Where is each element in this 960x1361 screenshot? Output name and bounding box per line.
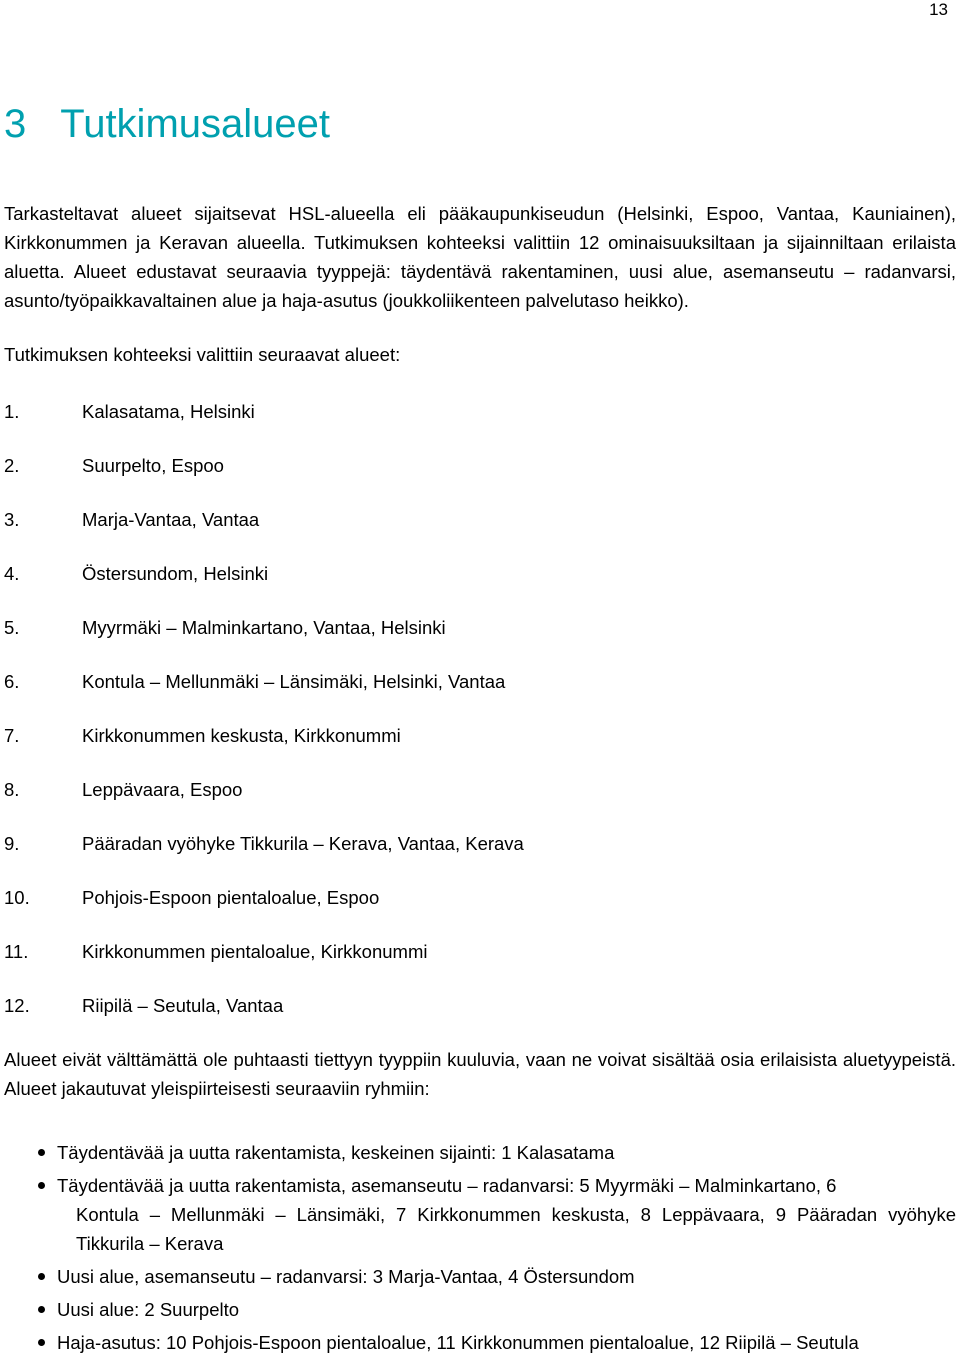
list-item-label: Pääradan vyöhyke Tikkurila – Kerava, Vantaa, Kerava xyxy=(82,833,524,854)
list-item-number: 5. xyxy=(4,617,20,638)
bullet-icon xyxy=(38,1306,45,1313)
list-item-number: 8. xyxy=(4,779,20,800)
list-item xyxy=(4,505,524,559)
list-item-number: 10. xyxy=(4,887,30,908)
group-item xyxy=(0,1328,960,1357)
group-item xyxy=(0,1262,960,1291)
list-item-number: 3. xyxy=(4,509,20,530)
group-item-text: Täydentävää ja uutta rakentamista, keskeinen sijainti: 1 Kalasatama xyxy=(57,1142,615,1163)
list-item xyxy=(4,613,524,667)
list-item-number: 7. xyxy=(4,725,20,746)
list-item xyxy=(4,991,524,1045)
group-item-text: Uusi alue: 2 Suurpelto xyxy=(57,1299,240,1320)
group-item-continuation: Kontula – Mellunmäki – Länsimäki, 7 Kirkkonummen keskusta, 8 Leppävaara, 9 Pääradan vyöhyke Tikkurila – Kerava xyxy=(76,1204,956,1254)
list-item-number: 11. xyxy=(4,941,29,962)
list-item xyxy=(4,397,524,451)
section-title: Tutkimusalueet xyxy=(60,102,330,146)
list-item-label: Myyrmäki – Malminkartano, Vantaa, Helsinki xyxy=(82,617,446,638)
list-item-number: 12. xyxy=(4,995,30,1016)
group-item xyxy=(0,1295,960,1324)
group-item xyxy=(0,1171,960,1258)
list-intro: Tutkimuksen kohteeksi valittiin seuraavat alueet: xyxy=(4,344,401,365)
list-item-number: 4. xyxy=(4,563,20,584)
list-item-label: Marja-Vantaa, Vantaa xyxy=(82,509,260,530)
list-item-number: 2. xyxy=(4,455,20,476)
section-number: 3 xyxy=(4,102,27,146)
list-item xyxy=(4,559,524,613)
summary-paragraph: Alueet eivät välttämättä ole puhtaasti tiettyyn tyyppiin kuuluvia, vaan ne voivat sisältää osia erilaisista aluetyypeistä. Alueet jakautuvat yleispiirteisesti seuraaviin ryhmiin: xyxy=(4,1049,956,1099)
group-item-text: Uusi alue, asemanseutu – radanvarsi: 3 Marja-Vantaa, 4 Östersundom xyxy=(57,1266,635,1287)
list-item-number: 9. xyxy=(4,833,20,854)
intro-paragraph: Tarkasteltavat alueet sijaitsevat HSL-alueella eli pääkaupunkiseudun (Helsinki, Espoo, Vantaa, Kauniainen), Kirkkonummen ja Keravan alueella. Tutkimuksen kohteeksi valittiin 12 ominaisuuksiltaan ja sijainniltaan erilaista aluetta. Alueet edustavat seuraavia tyyppejä: täydentävä rakentaminen, uusi alue, asemanseutu – radanvarsi, asunto/työpaikkavaltainen alue ja haja-asutus (joukkoliikenteen palvelutaso heikko). xyxy=(4,203,956,311)
group-item-text: Täydentävää ja uutta rakentamista, asemanseutu – radanvarsi: 5 Myyrmäki – Malminkartano, 6 xyxy=(57,1175,837,1196)
list-item-label: Pohjois-Espoon pientaloalue, Espoo xyxy=(82,887,380,908)
list-item xyxy=(4,937,524,991)
list-item-number: 1. xyxy=(4,401,20,422)
list-item-label: Östersundom, Helsinki xyxy=(82,563,269,584)
list-item-label: Kirkkonummen pientaloalue, Kirkkonummi xyxy=(82,941,428,962)
page-number: 13 xyxy=(929,0,948,19)
area-list xyxy=(4,397,524,1045)
list-item xyxy=(4,721,524,775)
list-item xyxy=(4,829,524,883)
list-item-label: Leppävaara, Espoo xyxy=(82,779,243,800)
list-item xyxy=(4,451,524,505)
bullet-icon xyxy=(38,1273,45,1280)
list-item-label: Kontula – Mellunmäki – Länsimäki, Helsinki, Vantaa xyxy=(82,671,506,692)
section-heading xyxy=(4,100,330,148)
list-item xyxy=(4,883,524,937)
list-item xyxy=(4,775,524,829)
group-item-text: Haja-asutus: 10 Pohjois-Espoon pientaloalue, 11 Kirkkonummen pientaloalue, 12 Riipilä – Seutula xyxy=(57,1332,859,1353)
list-item-label: Riipilä – Seutula, Vantaa xyxy=(82,995,284,1016)
list-item-label: Suurpelto, Espoo xyxy=(82,455,224,476)
list-item-label: Kalasatama, Helsinki xyxy=(82,401,255,422)
list-item-label: Kirkkonummen keskusta, Kirkkonummi xyxy=(82,725,401,746)
list-item-number: 6. xyxy=(4,671,20,692)
list-item xyxy=(4,667,524,721)
bullet-icon xyxy=(38,1339,45,1346)
bullet-icon xyxy=(38,1149,45,1156)
group-list xyxy=(0,1138,960,1361)
bullet-icon xyxy=(38,1182,45,1189)
group-item xyxy=(0,1138,960,1167)
